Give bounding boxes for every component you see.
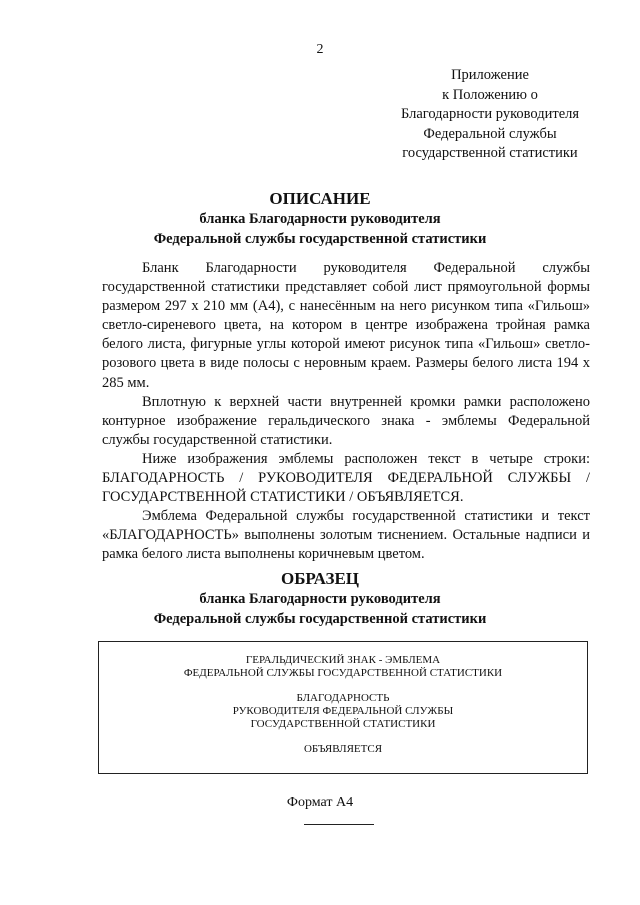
closing-rule [304,824,374,825]
paragraph: Эмблема Федеральной службы государственной статистики и текст «БЛАГОДАРНОСТЬ» выполнены золотым тиснением. Остальные надписи и рамка белого листа выполнены коричневым цветом. [102,508,590,563]
sample-line: ФЕДЕРАЛЬНОЙ СЛУЖБЫ ГОСУДАРСТВЕННОЙ СТАТИСТИКИ [183,667,503,679]
appendix-line: к Положению о [442,86,538,103]
appendix-line: Приложение [451,67,529,83]
paragraph: Ниже изображения эмблемы расположен текст в четыре строки: БЛАГОДАРНОСТЬ / РУКОВОДИТЕЛЯ ФЕДЕРАЛЬНОЙ СЛУЖБЫ / ГОСУДАРСТВЕННОЙ СТАТИСТИКИ / ОБЪЯВЛЯЕТСЯ. [102,450,590,506]
sample-emblem-text [99,654,587,680]
description-subtitle-line: бланка Благодарности руководителя [199,211,441,227]
appendix-line: Благодарности руководителя [400,106,580,122]
format-label: Формат А4 [286,795,354,810]
sample-announce-text [99,743,587,756]
sample-subtitle-line: Федеральной службы государственной статистики [153,610,487,627]
description-body [102,259,590,565]
sample-line: БЛАГОДАРНОСТЬ [296,692,390,704]
appendix-line: государственной статистики [402,145,578,161]
sample-line: РУКОВОДИТЕЛЯ ФЕДЕРАЛЬНОЙ СЛУЖБЫ [232,705,454,717]
sample-subtitle-line: бланка Благодарности руководителя [199,591,441,607]
description-title: ОПИСАНИЕ [269,189,371,208]
sample-line: ОБЪЯВЛЯЕТСЯ [303,743,383,755]
description-heading [60,188,580,249]
appendix-line: Федеральной службы [423,125,557,142]
sample-title: ОБРАЗЕЦ [280,569,360,588]
sample-gratitude-text [99,692,587,731]
page-number: 2 [316,42,324,57]
description-subtitle-line: Федеральной службы государственной статистики [153,230,487,247]
sample-form-box [98,641,588,774]
sample-heading [60,568,580,629]
sample-line: ГЕРАЛЬДИЧЕСКИЙ ЗНАК - ЭМБЛЕМА [245,654,441,666]
sample-line: ГОСУДАРСТВЕННОЙ СТАТИСТИКИ [250,718,436,730]
paragraph: Бланк Благодарности руководителя Федеральной службы государственной статистики представляет собой лист прямоугольной формы размером 297 х 210 мм (А4), с нанесённым на него рисунком типа «Гильош» светло-сиреневого цвета, на котором в центре изображена тройная рамка белого листа, фигурные углы которой имеют рисунок типа «Гильош» светло-розового цвета в виде полосы с неровным краем. Размеры белого листа 194 х 285 мм. [102,260,590,391]
paragraph: Вплотную к верхней части внутренней кромки рамки расположено контурное изображение геральдического знака - эмблемы Федеральной службы государственной статистики. [102,393,590,448]
appendix-block [380,66,600,164]
